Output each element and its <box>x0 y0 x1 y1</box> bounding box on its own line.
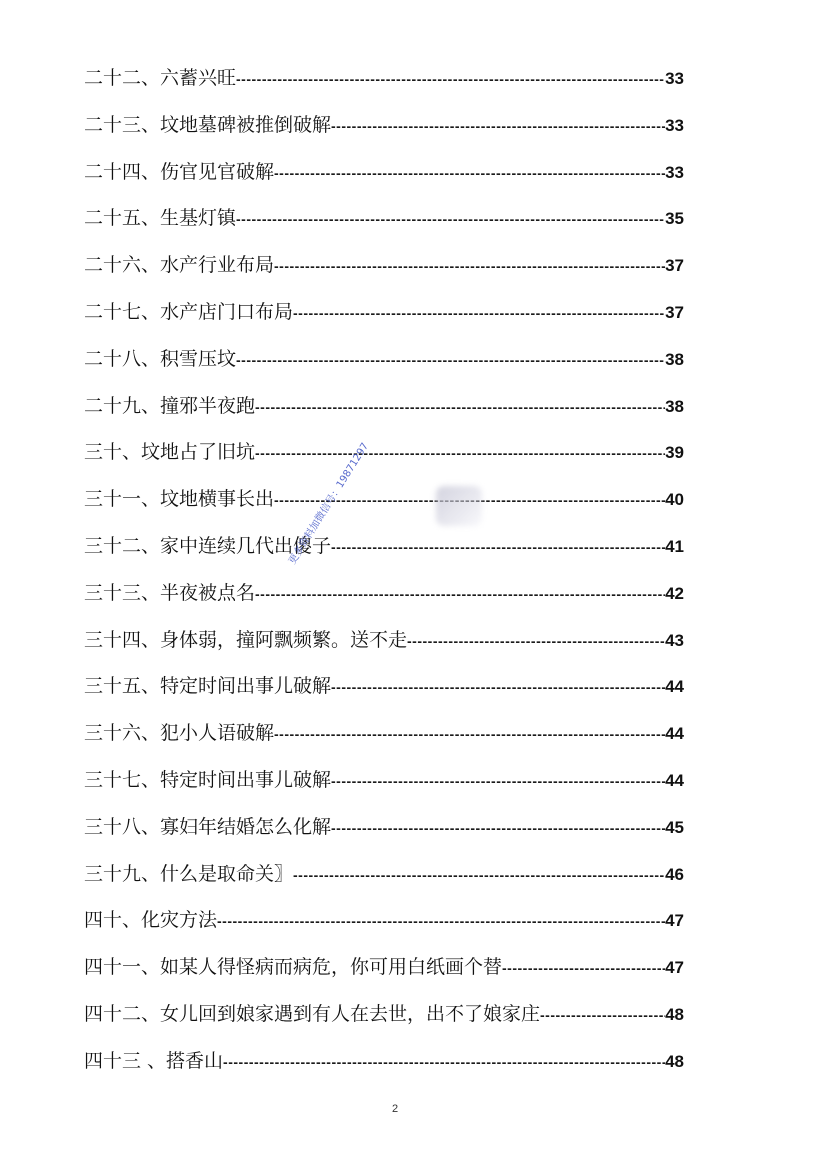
toc-entry-page: 48 <box>665 1051 684 1071</box>
toc-entry-page: 44 <box>665 677 684 697</box>
toc-entry[interactable] <box>84 195 684 242</box>
toc-entry-title: 二十七、水产店门口布局 <box>84 300 294 323</box>
toc-entry[interactable] <box>84 336 684 383</box>
toc-entry-title: 三十三、半夜被点名 <box>84 581 256 604</box>
toc-entry-page: 33 <box>665 115 684 135</box>
toc-entry-page: 37 <box>665 256 684 276</box>
toc-dot-leader <box>331 758 665 805</box>
blurred-watermark-mark <box>436 486 482 526</box>
toc-entry[interactable] <box>84 757 684 804</box>
toc-entry-title: 二十九、撞邪半夜跑 <box>84 394 256 417</box>
toc-dot-leader <box>502 945 665 992</box>
toc-dot-leader <box>236 337 665 384</box>
toc-dot-leader <box>331 805 665 852</box>
toc-entry-title: 三十二、家中连续几代出傻子 <box>84 534 332 557</box>
toc-dot-leader <box>331 664 665 711</box>
toc-entry[interactable] <box>84 476 684 523</box>
toc-dot-leader <box>293 852 665 899</box>
toc-entry-title: 二十六、水产行业布局 <box>84 254 275 277</box>
toc-entry-title: 四十二、女儿回到娘家遇到有人在去世，出不了娘家庄 <box>84 1002 541 1025</box>
toc-entry-page: 47 <box>665 911 684 931</box>
toc-entry-title: 三十五、特定时间出事儿破解 <box>84 675 332 698</box>
toc-entry-page: 42 <box>665 583 684 603</box>
toc-entry-title: 三十六、犯小人语破解 <box>84 722 275 745</box>
toc-entry-title: 三十、坟地占了旧坑 <box>84 441 256 464</box>
toc-entry[interactable] <box>84 289 684 336</box>
toc-entry-page: 43 <box>665 630 684 650</box>
toc-entry[interactable] <box>84 429 684 476</box>
toc-entry-page: 44 <box>665 770 684 790</box>
toc-entry[interactable] <box>84 570 684 617</box>
toc-dot-leader <box>255 384 665 431</box>
toc-entry-title: 三十七、特定时间出事儿破解 <box>84 768 332 791</box>
toc-entry[interactable] <box>84 102 684 149</box>
toc-entry[interactable] <box>84 944 684 991</box>
toc-entry-page: 39 <box>665 443 684 463</box>
toc-entry-title: 二十四、伤官见官破解 <box>84 160 275 183</box>
toc-dot-leader <box>407 618 665 665</box>
watermark-text: 更多资料加微信号：19871297 <box>287 441 372 567</box>
toc-dot-leader <box>223 1039 665 1086</box>
toc-entry-title: 三十八、寡妇年结婚怎么化解 <box>84 815 332 838</box>
toc-entry-page: 40 <box>665 490 684 510</box>
toc-entry[interactable] <box>84 1038 684 1085</box>
toc-entry-title: 三十四、身体弱，撞阿飘频繁。送不走 <box>84 628 408 651</box>
toc-entry-title: 三十一、坟地横事长出 <box>84 488 275 511</box>
toc-entry-title: 二十八、积雪压坟 <box>84 347 237 370</box>
toc-entry[interactable] <box>84 242 684 289</box>
toc-entry-title: 四十三 、搭香山 <box>84 1049 224 1072</box>
toc-entry[interactable] <box>84 523 684 570</box>
toc-entry[interactable] <box>84 851 684 898</box>
table-of-contents <box>84 55 684 1085</box>
toc-entry-page: 33 <box>665 69 684 88</box>
toc-entry[interactable] <box>84 383 684 430</box>
toc-dot-leader <box>274 711 665 758</box>
toc-dot-leader <box>274 243 665 290</box>
toc-entry-page: 38 <box>665 396 684 416</box>
toc-entry-page: 38 <box>665 349 684 369</box>
toc-entry-title: 四十、化灾方法 <box>84 909 218 932</box>
toc-dot-leader <box>236 196 665 243</box>
toc-entry-page: 44 <box>665 724 684 744</box>
toc-entry-page: 46 <box>665 864 684 884</box>
toc-entry-title: 三十九、什么是取命关〗 <box>84 862 294 885</box>
toc-dot-leader <box>255 571 665 618</box>
toc-entry[interactable] <box>84 710 684 757</box>
toc-entry-page: 47 <box>665 958 684 978</box>
toc-dot-leader <box>293 290 665 337</box>
toc-entry[interactable] <box>84 804 684 851</box>
toc-entry-page: 41 <box>665 536 684 556</box>
toc-dot-leader <box>331 524 665 571</box>
toc-entry-page: 35 <box>665 209 684 229</box>
toc-entry[interactable] <box>84 149 684 196</box>
page-number: 2 <box>391 1103 399 1115</box>
toc-entry-title: 二十三、坟地墓碑被推倒破解 <box>84 113 332 136</box>
toc-entry[interactable] <box>84 55 684 102</box>
toc-entry-page: 48 <box>665 1004 684 1024</box>
toc-entry-page: 45 <box>665 817 684 837</box>
toc-entry-title: 四十一、如某人得怪病而病危，你可用白纸画个替 <box>84 956 503 979</box>
toc-dot-leader <box>331 103 665 150</box>
toc-dot-leader <box>274 150 665 197</box>
toc-dot-leader <box>540 992 665 1039</box>
toc-dot-leader <box>217 898 665 945</box>
toc-entry-title: 二十二、六蓄兴旺 <box>84 67 237 89</box>
toc-dot-leader <box>255 430 665 477</box>
toc-dot-leader <box>236 56 665 103</box>
toc-entry[interactable] <box>84 991 684 1038</box>
toc-entry-page: 37 <box>665 302 684 322</box>
toc-entry-page: 33 <box>665 162 684 182</box>
toc-entry[interactable] <box>84 617 684 664</box>
toc-entry-title: 二十五、生基灯镇 <box>84 207 237 230</box>
toc-entry[interactable] <box>84 663 684 710</box>
toc-entry[interactable] <box>84 897 684 944</box>
